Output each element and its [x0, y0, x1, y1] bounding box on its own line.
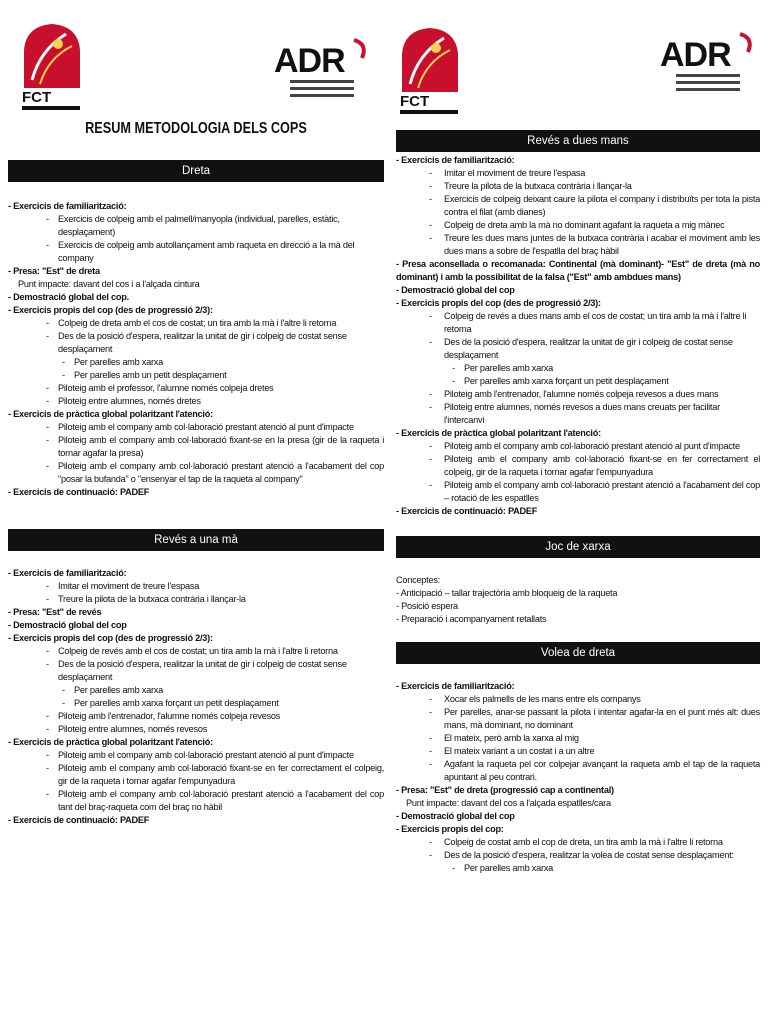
text-line: - Demostració global del cop: [396, 285, 515, 295]
adr-logo: [274, 34, 370, 104]
svg-text:ADR: ADR: [274, 42, 345, 80]
text-line: Punt impacte: davant del cos a l'alçada espatlles/cara: [406, 798, 611, 808]
text-line: - Piloteig amb el company amb col·laboració prestant atenció al punt d'impacte: [8, 749, 384, 762]
text-line: - Per parelles amb xarxa forçant un petit desplaçament: [396, 375, 760, 388]
text-line: - Per parelles, anar-se passant la pilota i intentar agafar-la en el punt més alt: dues mans, mà dominant, no dominant: [396, 706, 760, 732]
text-line: - Treure les dues mans juntes de la butxaca contrària i acabar el moviment amb les dues mans a sobre de l'espatlla del braç hàbil: [396, 232, 760, 258]
text-line: - Colpeig de revés a dues mans amb el cos de costat; un tira amb la mà i l'altre li retorna: [396, 310, 760, 336]
text-line: - Colpeig de revés amb el cos de costat; un tira amb la mà i l'altre li retorna: [8, 645, 384, 658]
text-line: - El mateix, però amb la xarxa al mig: [396, 732, 760, 745]
svg-text:FCT: FCT: [400, 93, 430, 110]
text-line: - Colpeig de costat amb el cop de dreta, un tira amb la mà i l'altre li retorna: [396, 836, 760, 849]
text-line: - Piloteig amb l'entrenador, l'alumne només colpeja revesos a dues mans: [396, 388, 760, 401]
section-header-dreta: Dreta: [8, 160, 384, 182]
fct-logo: [18, 20, 84, 112]
right-column: [396, 0, 760, 875]
adr-logo: [660, 28, 756, 98]
text-line: - Piloteig amb el company amb col·laboració prestant atenció al punt d'impacte: [396, 440, 760, 453]
text-line: - Per parelles amb un petit desplaçament: [8, 369, 384, 382]
text-line: - El mateix variant a un costat i a un altre: [396, 745, 760, 758]
text-line: - Colpeig de dreta amb el cos de costat; un tira amb la mà i l'altre li retorna: [8, 317, 384, 330]
text-line: - Presa: "Est" de revés: [8, 607, 102, 617]
text-line: - Imitar el moviment de treure l'espasa: [396, 167, 760, 180]
text-line: - Exercicis de familiarització:: [396, 155, 515, 165]
text-line: - Piloteig entre alumnes, només dretes: [8, 395, 384, 408]
text-line: - Exercicis de colpeig deixant caure la pilota el company i distribuïts per tota la pista contra el filat (amb dianes): [396, 193, 760, 219]
text-line: - Exercicis propis del cop:: [396, 824, 504, 834]
section-volea-dreta: [396, 680, 760, 875]
text-line: - Exercicis propis del cop (des de progressió 2/3):: [8, 633, 213, 643]
text-line: - Per parelles amb xarxa: [396, 362, 760, 375]
text-line: - Xocar els palmells de les mans entre els companys: [396, 693, 760, 706]
text-line: - Exercicis de pràctica global polaritzant l'atenció:: [396, 428, 601, 438]
section-reves-una-ma: [8, 567, 384, 827]
text-line: - Anticipació – tallar trajectòria amb bloqueig de la raqueta: [396, 588, 618, 598]
svg-text:FCT: FCT: [22, 89, 52, 106]
svg-text:ADR: ADR: [660, 36, 731, 74]
text-line: - Per parelles amb xarxa forçant un petit desplaçament: [8, 697, 384, 710]
text-line: - Preparació i acompanyament retallats: [396, 614, 547, 624]
section-dreta: [8, 200, 384, 499]
text-line: - Colpeig de dreta amb la mà no dominant agafant la raqueta a mig mànec: [396, 219, 760, 232]
text-line: - Exercicis propis del cop (des de progressió 2/3):: [396, 298, 601, 308]
text-line: - Agafant la raqueta pel cor colpejar avançant la raqueta amb el tap de la raqueta apuntant al peu contrari.: [396, 758, 760, 784]
section-header-reves-una-ma: Revés a una mà: [8, 529, 384, 551]
text-line: - Piloteig amb l'entrenador, l'alumne només colpeja revesos: [8, 710, 384, 723]
text-line: - Piloteig amb el company amb col·laboració prestant atenció al punt d'impacte: [8, 421, 384, 434]
text-line: - Exercicis de familiarització:: [396, 681, 515, 691]
text-line: - Des de la posició d'espera, realitzar la unitat de gir i colpeig de costat sense desplaçament: [396, 336, 760, 362]
section-reves-dues-mans: [396, 154, 760, 518]
text-line: - Piloteig entre alumnes, només revesos: [8, 723, 384, 736]
text-line: - Piloteig amb el company amb col·laboració fixant-se en fer correctament el colpeig, gir de la raqueta i tornar agafar l'empunyadura: [8, 762, 384, 788]
text-line: - Piloteig amb el company amb col·laboració prestant atenció a l'acabament del cop "posar la bufanda" o "ensenyar el tap de la raqueta al company": [8, 460, 384, 486]
section-header-reves-dues-mans: Revés a dues mans: [396, 130, 760, 152]
text-line: - Piloteig amb el company amb col·laboració fixant-se en fer correctament el colpeig, gir de la raqueta i tornar agafar l'empunyadura: [396, 453, 760, 479]
text-line: - Posició espera: [396, 601, 458, 611]
text-line: - Des de la posició d'espera, realitzar la unitat de gir i colpeig de costat sense desplaçament: [8, 658, 384, 684]
text-line: - Exercicis de pràctica global polaritzant l'atenció:: [8, 409, 213, 419]
text-line: - Exercicis de continuació: PADEF: [8, 487, 150, 497]
text-line: - Exercicis de continuació: PADEF: [396, 506, 538, 516]
text-line: - Demostració global del cop: [8, 620, 127, 630]
text-line: - Presa aconsellada o recomanada: Continental (mà dominant)- "Est" de dreta (mà no dominant) i amb la possibilitat de la falsa ("Est" amb ambdues mans): [396, 259, 760, 282]
header-left: [8, 0, 384, 118]
section-header-joc-xarxa: Joc de xarxa: [396, 536, 760, 558]
text-line: - Exercicis de colpeig amb autollançament amb raqueta en direcció a la mà del company: [8, 239, 384, 265]
text-line: Punt impacte: davant del cos i a l'alçada cintura: [18, 279, 200, 289]
text-line: - Exercicis de familiarització:: [8, 201, 127, 211]
text-line: - Des de la posició d'espera, realitzar la unitat de gir i colpeig de costat sense desplaçament: [8, 330, 384, 356]
text-line: Conceptes:: [396, 575, 440, 585]
text-line: - Piloteig amb el professor, l'alumne només colpeja dretes: [8, 382, 384, 395]
text-line: - Exercicis de continuació: PADEF: [8, 815, 150, 825]
header-right: [396, 0, 760, 130]
text-line: - Piloteig amb el company amb col·laboració fixant-se en la presa (gir de la raqueta i tornar agafar la presa): [8, 434, 384, 460]
fct-logo: [396, 24, 462, 116]
text-line: - Treure la pilota de la butxaca contrària i llançar-la: [396, 180, 760, 193]
text-line: - Exercicis de familiarització:: [8, 568, 127, 578]
section-joc-xarxa: [396, 574, 760, 626]
text-line: - Presa: "Est" de dreta (progressió cap a continental): [396, 785, 614, 795]
text-line: - Demostració global del cop: [396, 811, 515, 821]
left-column: [8, 0, 384, 827]
text-line: - Exercicis propis del cop (des de progressió 2/3):: [8, 305, 213, 315]
text-line: - Per parelles amb xarxa: [396, 862, 760, 875]
text-line: - Piloteig entre alumnes, només revesos a dues mans creuats per facilitar l'intercanvi: [396, 401, 760, 427]
text-line: - Piloteig amb el company amb col·laboració prestant atenció a l'acabament del cop – rotació de les espatlles: [396, 479, 760, 505]
text-line: - Demostració global del cop.: [8, 292, 129, 302]
section-header-volea-dreta: Volea de dreta: [396, 642, 760, 664]
text-line: - Presa: "Est" de dreta: [8, 266, 100, 276]
text-line: - Exercicis de colpeig amb el palmell/manyopla (individual, parelles, estàtic, desplaçament): [8, 213, 384, 239]
text-line: - Des de la posició d'espera, realitzar la volea de costat sense desplaçament:: [396, 849, 760, 862]
text-line: - Treure la pilota de la butxaca contrària i llançar-la: [8, 593, 384, 606]
text-line: - Per parelles amb xarxa: [8, 684, 384, 697]
text-line: - Imitar el moviment de treure l'espasa: [8, 580, 384, 593]
page-title: RESUM METODOLOGIA DELS COPS: [85, 120, 307, 137]
text-line: - Per parelles amb xarxa: [8, 356, 384, 369]
text-line: - Piloteig amb el company amb col·laboració prestant atenció a l'acabament del cop tant del braç-raqueta com del braç no hàbil: [8, 788, 384, 814]
text-line: - Exercicis de pràctica global polaritzant l'atenció:: [8, 737, 213, 747]
